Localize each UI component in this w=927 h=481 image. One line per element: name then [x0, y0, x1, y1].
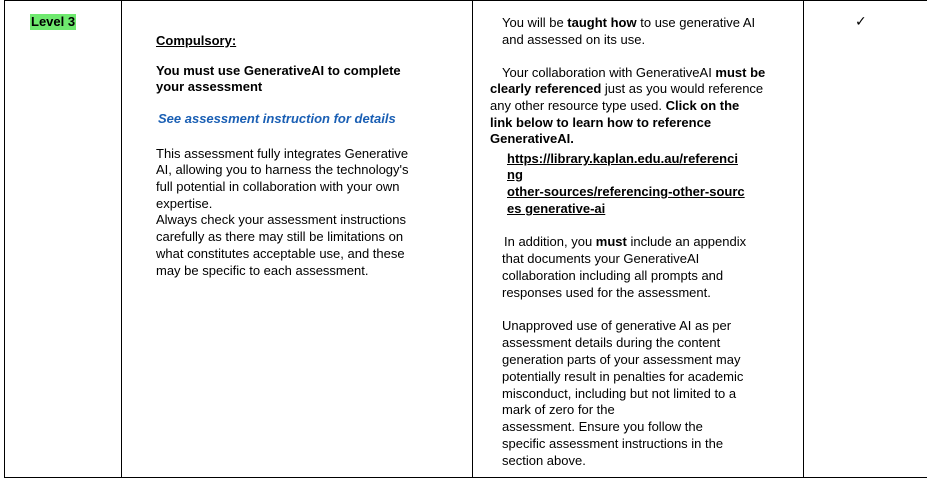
reference-url-link[interactable]: https://library.kaplan.edu.au/referenci [507, 151, 738, 166]
description-line: may be specific to each assessment. [156, 263, 369, 278]
description-line: AI, allowing you to harness the technology's [156, 162, 409, 177]
check-mark-icon: ✓ [855, 14, 867, 30]
reference-line-5: GenerativeAI. [490, 131, 574, 146]
reference-url-link[interactable]: other-sources/referencing-other-sourc [507, 184, 745, 199]
appendix-line: responses used for the assessment. [502, 285, 711, 300]
description-line: This assessment fully integrates Generative [156, 146, 409, 161]
reference-line-1: Your collaboration with GenerativeAI must be [502, 65, 766, 80]
must-use-line-1: You must use GenerativeAI to complete [156, 63, 401, 78]
reference-url-link[interactable]: es generative-ai [507, 201, 606, 216]
description-line: expertise. [156, 196, 213, 211]
description-line: full potential in collaboration with your own [156, 179, 400, 194]
taught-how-line-2: and assessed on its use. [502, 32, 646, 47]
reference-line-4: link below to learn how to reference [490, 115, 712, 130]
appendix-line: collaboration including all prompts and [502, 268, 724, 283]
unapproved-line: generation parts of your assessment may [502, 352, 741, 367]
level-column [5, 1, 122, 477]
unapproved-line: assessment details during the content [502, 335, 721, 350]
description-line: what constitutes acceptable use, and these [156, 246, 405, 261]
compulsory-heading: Compulsory: [156, 33, 237, 48]
unapproved-line: specific assessment instructions in the [502, 436, 724, 451]
reference-url-link[interactable]: ng [507, 167, 523, 182]
must-use-line-2: your assessment [156, 79, 263, 94]
unapproved-line: Unapproved use of generative AI as per [502, 318, 732, 333]
unapproved-line: mark of zero for the [502, 402, 615, 417]
level-badge: Level 3 [31, 14, 76, 29]
reference-line-2: clearly referenced just as you would reference [490, 81, 764, 96]
check-column [804, 1, 927, 477]
unapproved-line: misconduct, including but not limited to a [502, 386, 737, 401]
appendix-line: In addition, you must include an appendix [504, 234, 747, 249]
taught-how-line: You will be taught how to use generative AI [502, 15, 756, 30]
unapproved-line: potentially result in penalties for academic [502, 369, 744, 384]
appendix-line: that documents your GenerativeAI [502, 251, 700, 266]
description-line: carefully as there may still be limitations on [156, 229, 404, 244]
reference-line-3: any other resource type used. Click on the [490, 98, 740, 113]
assessment-table [4, 0, 927, 478]
assessment-instruction-link[interactable]: See assessment instruction for details [158, 111, 396, 126]
description-line: Always check your assessment instructions [156, 212, 406, 227]
unapproved-line: assessment. Ensure you follow the [502, 419, 703, 434]
unapproved-line: section above. [502, 453, 586, 468]
